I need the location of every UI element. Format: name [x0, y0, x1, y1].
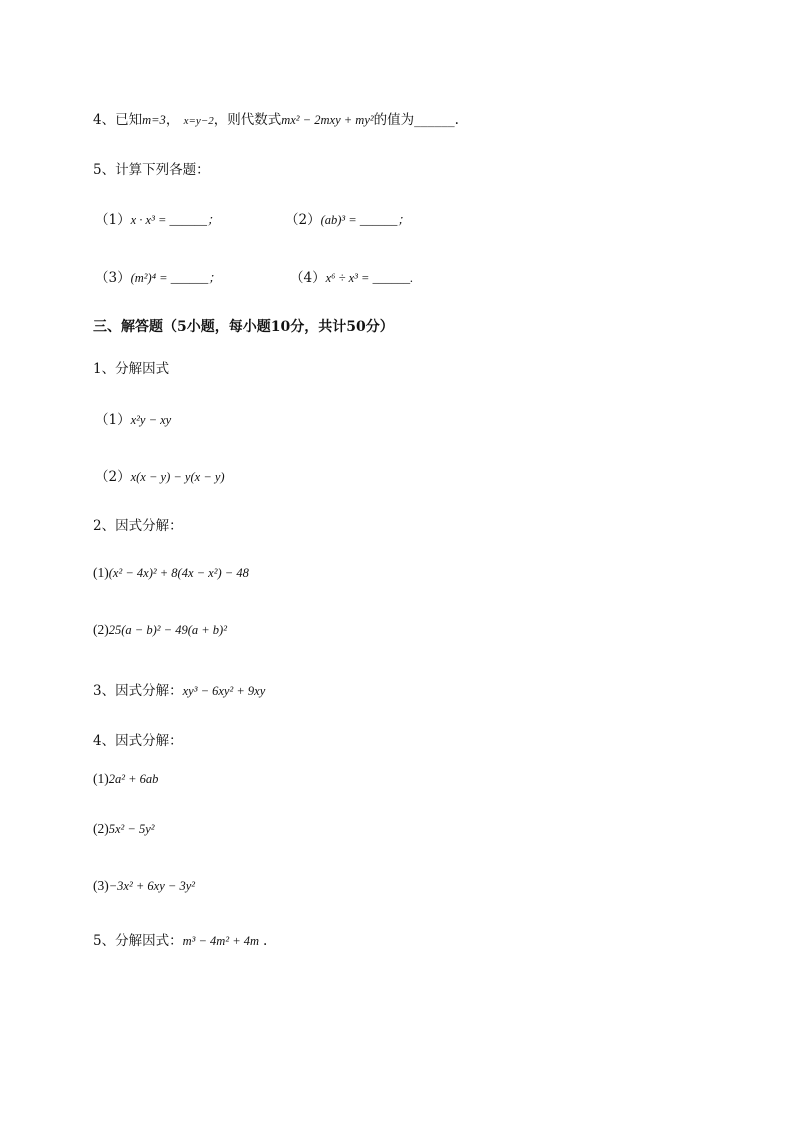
s3-q5 — [93, 929, 267, 949]
q4-expr-a: m=3 — [142, 113, 166, 127]
item-label: (2) — [93, 622, 109, 637]
q4-text-a: 已知 — [115, 112, 143, 128]
item-label: (2) — [93, 821, 109, 836]
q4-text-c: ，则代数式 — [213, 112, 282, 128]
item-label: (3) — [93, 878, 109, 893]
q5-item-label: （4） — [290, 270, 326, 286]
fill-in-q4 — [93, 108, 459, 128]
item-expr: 5x² − 5y² — [108, 822, 155, 836]
item-expr: x(x − y) − y(x − y) — [130, 470, 225, 484]
s3-q2-item-2 — [93, 622, 227, 638]
s3-q4-item-3 — [93, 878, 195, 894]
s3-q3-title: 3、因式分解： — [93, 683, 183, 699]
q4-expr-c: mx² − 2mxy + my² — [281, 113, 374, 127]
s3-q5-tail: . — [263, 933, 268, 949]
q5-item-expr: x · x³ = ______； — [130, 213, 220, 227]
q5-item-1 — [95, 208, 220, 228]
s3-q5-title: 5、分解因式： — [93, 933, 183, 949]
q5-item-4 — [290, 266, 413, 286]
fill-in-q5-title: 5、计算下列各题： — [93, 162, 210, 178]
q4-text-b: ， — [165, 112, 180, 128]
item-label: (1) — [93, 565, 109, 580]
item-expr: 2a² + 6ab — [108, 772, 159, 786]
q5-item-label: （2） — [285, 212, 321, 228]
section-heading: 三、解答题（5小题，每小题10分，共计50分） — [93, 319, 394, 335]
item-expr: 25(a − b)² − 49(a + b)² — [108, 623, 227, 637]
s3-q1-item-2 — [95, 465, 225, 485]
item-label: （2） — [95, 469, 131, 485]
q4-number: 4、 — [93, 112, 116, 128]
item-expr: (x² − 4x)² + 8(4x − x²) − 48 — [108, 566, 249, 580]
item-label: （1） — [95, 412, 131, 428]
s3-q4-title: 4、因式分解： — [93, 733, 183, 749]
q5-item-expr: (ab)³ = ______； — [320, 213, 410, 227]
q4-text-d: 的值为______. — [373, 112, 459, 128]
item-expr: x²y − xy — [130, 413, 172, 427]
item-expr: −3x² + 6xy − 3y² — [108, 879, 195, 893]
q4-expr-b: x=y−2 — [183, 115, 214, 127]
s3-q1-title: 1、分解因式 — [93, 361, 170, 377]
q5-item-2 — [285, 208, 410, 228]
s3-q4-item-1 — [93, 771, 158, 787]
q5-item-label: （3） — [95, 270, 131, 286]
q5-item-3 — [95, 266, 221, 286]
s3-q3-expr: xy³ − 6xy² + 9xy — [182, 684, 266, 698]
q5-item-expr: (m²)⁴ = ______； — [130, 271, 221, 285]
q5-item-expr: x⁶ ÷ x³ = ______. — [325, 271, 414, 285]
q5-item-label: （1） — [95, 212, 131, 228]
s3-q2-title: 2、因式分解： — [93, 518, 183, 534]
s3-q4-item-2 — [93, 821, 155, 837]
s3-q1-item-1 — [95, 408, 171, 428]
item-label: (1) — [93, 771, 109, 786]
s3-q3 — [93, 679, 265, 699]
s3-q5-expr: m³ − 4m² + 4m — [182, 934, 260, 948]
s3-q2-item-1 — [93, 565, 249, 581]
